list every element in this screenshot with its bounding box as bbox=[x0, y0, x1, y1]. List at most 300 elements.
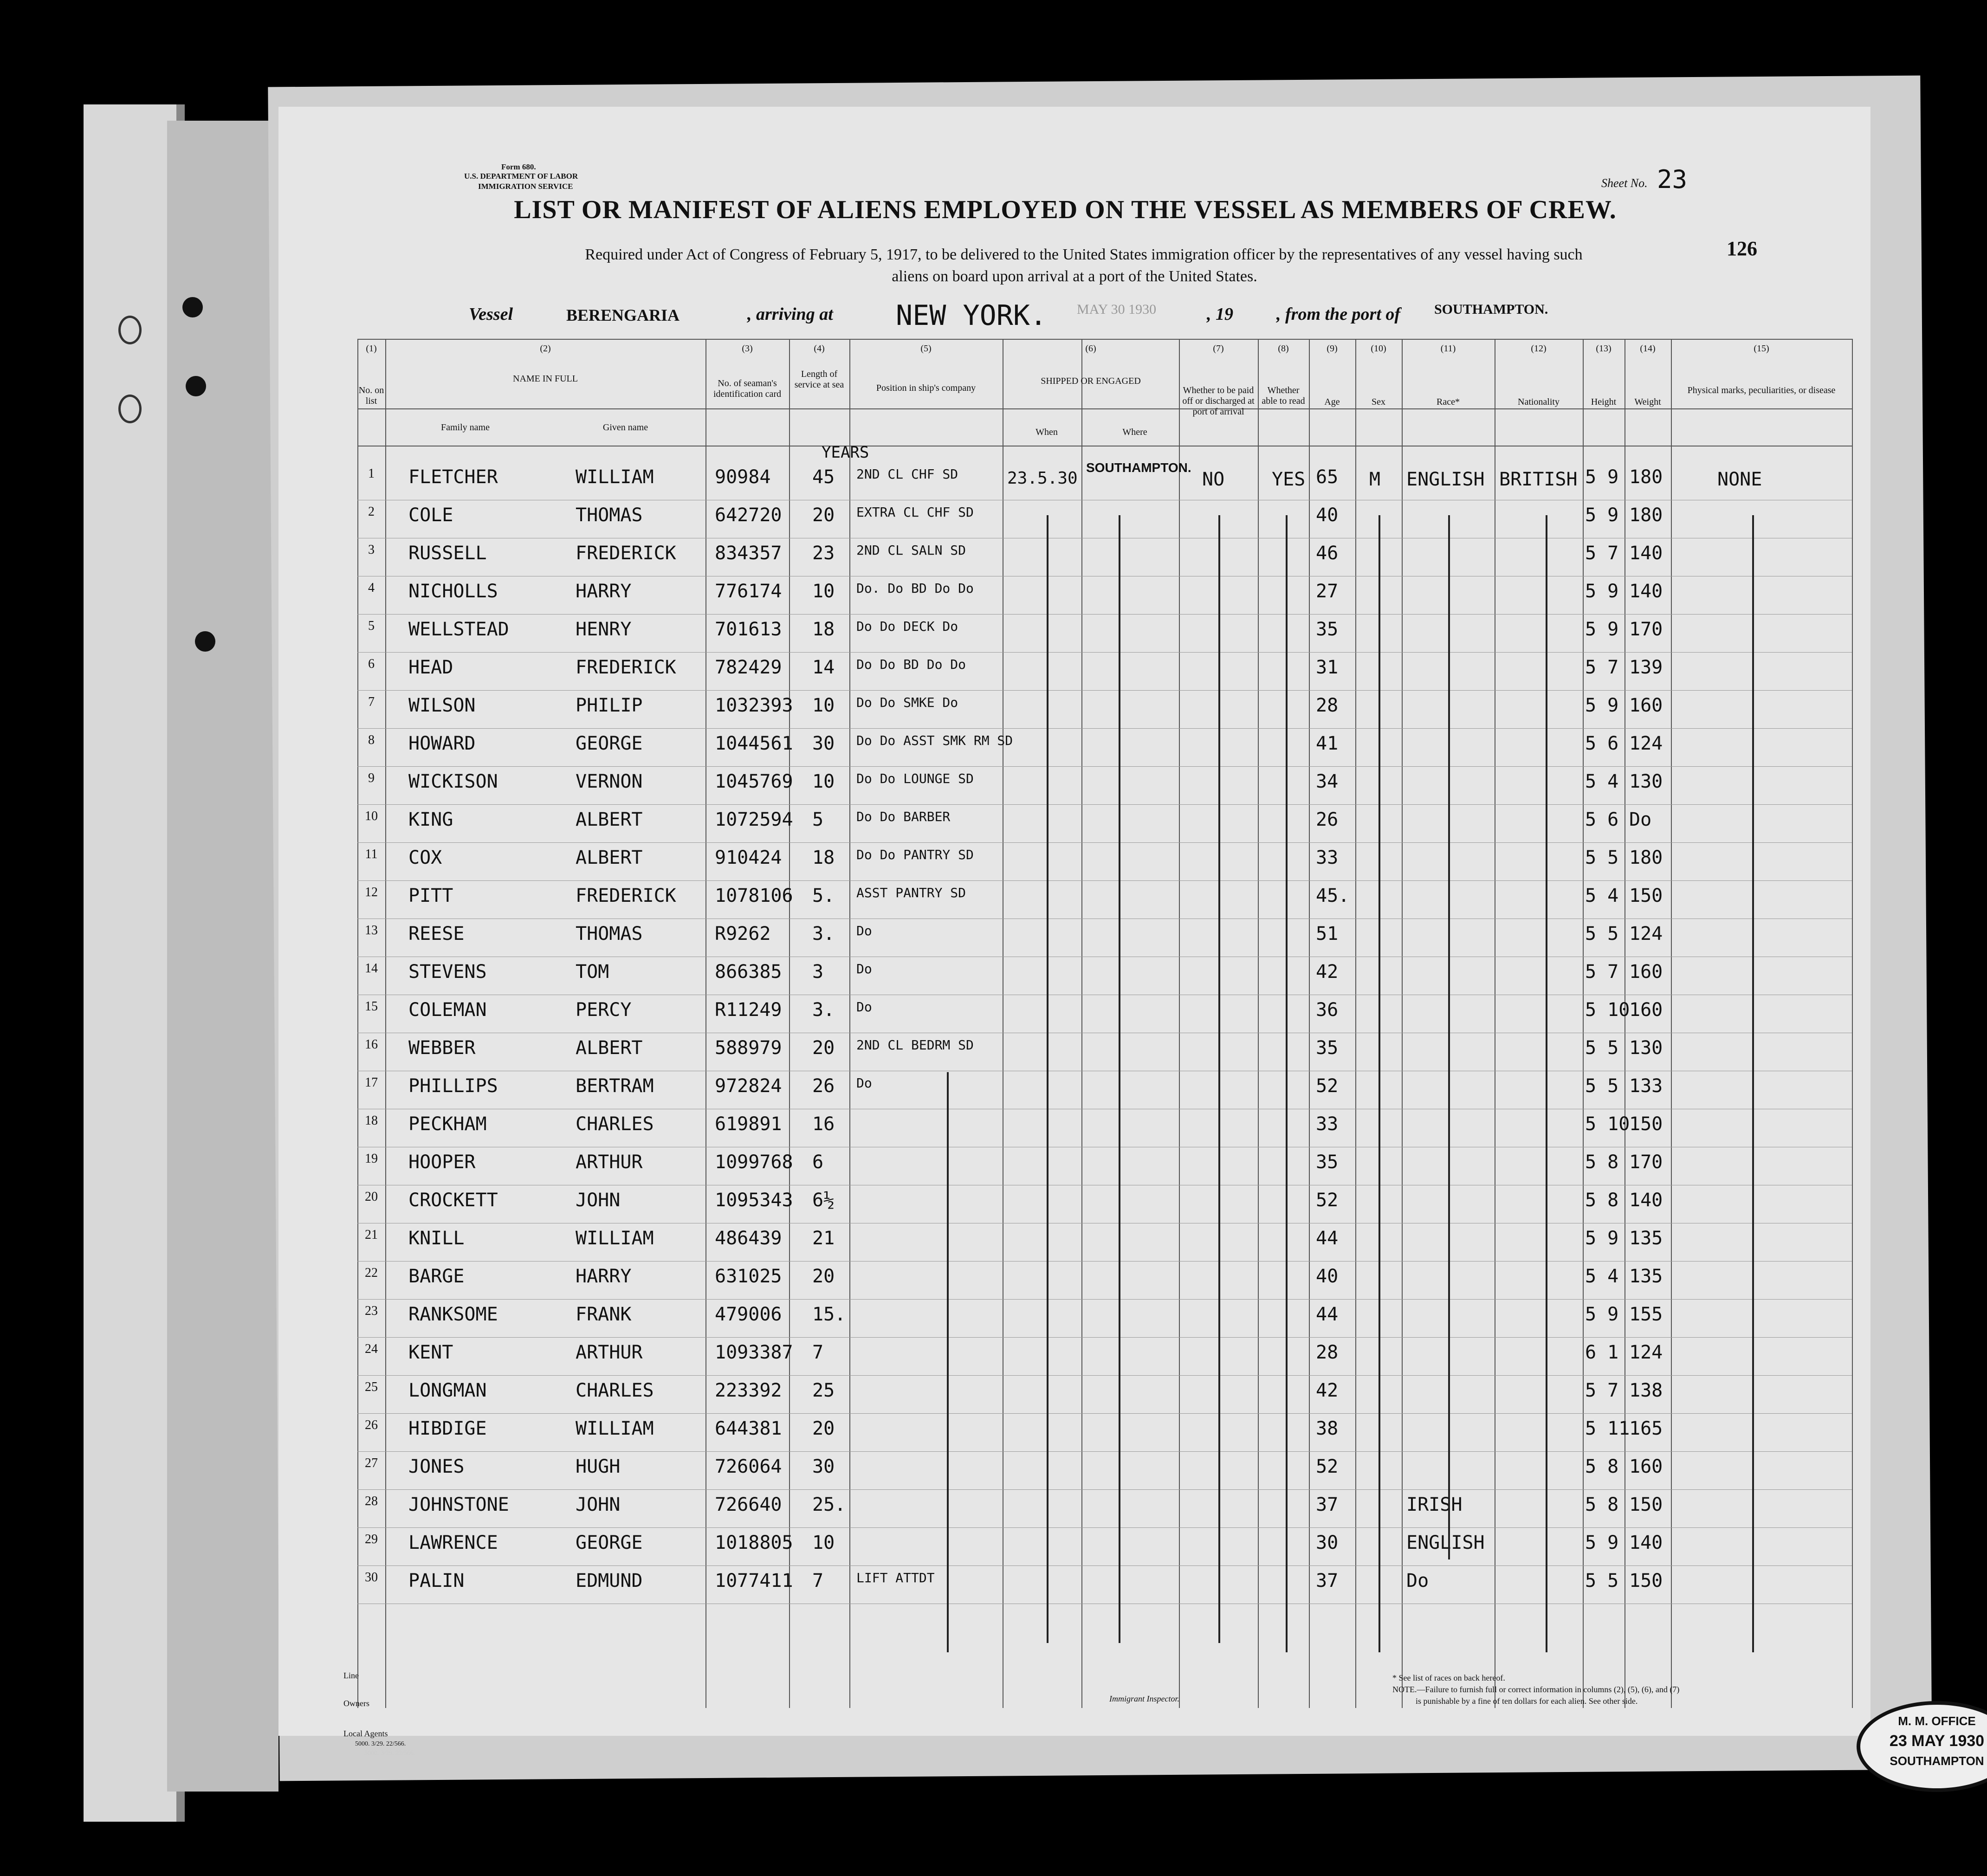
row-rule bbox=[357, 1375, 1852, 1376]
punch-hole bbox=[186, 376, 206, 396]
years-at-sea: 30 bbox=[812, 733, 835, 754]
row-number: 9 bbox=[368, 771, 375, 785]
arrival-date-stamp: MAY 30 1930 bbox=[1077, 302, 1157, 317]
arrival-port: NEW YORK. bbox=[896, 299, 1047, 332]
given-name: FREDERICK bbox=[576, 657, 676, 678]
given-name: HARRY bbox=[576, 1266, 632, 1287]
ditto-line bbox=[1379, 515, 1380, 1652]
row-number: 23 bbox=[365, 1304, 378, 1318]
weight: 150 bbox=[1629, 1494, 1663, 1515]
family-name: PHILLIPS bbox=[408, 1075, 498, 1097]
binder-ring bbox=[118, 395, 142, 423]
height: 5 4 bbox=[1585, 1266, 1619, 1287]
header-height: Height bbox=[1591, 397, 1617, 407]
weight: 160 bbox=[1629, 1456, 1663, 1477]
ditto-line bbox=[1119, 515, 1120, 1643]
col-num-5: (5) bbox=[920, 343, 932, 354]
col-num-13: (13) bbox=[1596, 343, 1612, 354]
row-number: 18 bbox=[365, 1113, 378, 1128]
age: 33 bbox=[1316, 1113, 1339, 1135]
family-name: COLEMAN bbox=[408, 999, 487, 1021]
weight: 150 bbox=[1629, 1570, 1663, 1591]
family-name: WICKISON bbox=[408, 771, 498, 792]
card-number: 701613 bbox=[715, 619, 782, 640]
years-at-sea: 25 bbox=[812, 1380, 835, 1401]
punch-hole bbox=[195, 631, 215, 652]
years-at-sea: 18 bbox=[812, 619, 835, 640]
position: Do Do BARBER bbox=[856, 809, 951, 824]
given-name: CHARLES bbox=[576, 1380, 654, 1401]
sheet-number: 23 bbox=[1657, 165, 1688, 194]
given-name: VERNON bbox=[576, 771, 643, 792]
header-position: Position in ship's company bbox=[876, 383, 976, 393]
row-rule bbox=[357, 1565, 1852, 1566]
position: Do Do LOUNGE SD bbox=[856, 771, 974, 786]
years-at-sea: 6 bbox=[812, 1151, 824, 1173]
row-rule bbox=[357, 652, 1852, 653]
years-at-sea: 7 bbox=[812, 1342, 824, 1363]
position: Do bbox=[856, 923, 872, 938]
card-number: 866385 bbox=[715, 961, 782, 983]
family-name: KENT bbox=[408, 1342, 453, 1363]
given-name: WILLIAM bbox=[576, 1418, 654, 1439]
card-number: 223392 bbox=[715, 1380, 782, 1401]
age: 35 bbox=[1316, 1037, 1339, 1059]
col-num-11: (11) bbox=[1440, 343, 1456, 354]
vessel-name: BERENGARIA bbox=[566, 306, 680, 324]
card-number: 619891 bbox=[715, 1113, 782, 1135]
position: Do Do SMKE Do bbox=[856, 695, 958, 710]
footer-note-1: NOTE.—Failure to furnish full or correct information in columns (2), (5), (6), and (7) bbox=[1392, 1685, 1680, 1694]
age: 38 bbox=[1316, 1418, 1339, 1439]
weight: 180 bbox=[1629, 505, 1663, 526]
given-name: HARRY bbox=[576, 581, 632, 602]
card-number: 1044561 bbox=[715, 733, 793, 754]
header-where: Where bbox=[1122, 427, 1147, 437]
height: 5 9 bbox=[1585, 1532, 1619, 1553]
family-name: HOOPER bbox=[408, 1151, 476, 1173]
row-number: 30 bbox=[365, 1570, 378, 1585]
card-number: 1018805 bbox=[715, 1532, 793, 1553]
race: ENGLISH bbox=[1406, 1532, 1485, 1553]
binder-edge-inner bbox=[167, 121, 278, 1792]
weight: 165 bbox=[1629, 1418, 1663, 1439]
row-number: 25 bbox=[365, 1380, 378, 1394]
height: 5 9 bbox=[1585, 581, 1619, 602]
age: 34 bbox=[1316, 771, 1339, 792]
col-num-8: (8) bbox=[1278, 343, 1289, 354]
years-at-sea: 26 bbox=[812, 1075, 835, 1097]
weight: 180 bbox=[1629, 466, 1663, 488]
years-at-sea: 5 bbox=[812, 809, 824, 830]
family-name: HEAD bbox=[408, 657, 453, 678]
weight: 135 bbox=[1629, 1266, 1663, 1287]
height: 5 6 bbox=[1585, 733, 1619, 754]
footer-agents: Local Agents bbox=[343, 1729, 388, 1738]
age: 31 bbox=[1316, 657, 1339, 678]
row-rule bbox=[357, 880, 1852, 881]
ditto-line bbox=[1752, 515, 1754, 1652]
position: Do Do PANTRY SD bbox=[856, 847, 974, 862]
years-at-sea: 7 bbox=[812, 1570, 824, 1591]
family-name: COX bbox=[408, 847, 442, 868]
shipped-where: SOUTHAMPTON. bbox=[1086, 460, 1191, 475]
family-name: WEBBER bbox=[408, 1037, 476, 1059]
row-number: 13 bbox=[365, 923, 378, 938]
punch-hole bbox=[182, 297, 203, 317]
height: 5 10 bbox=[1585, 999, 1630, 1021]
height: 5 9 bbox=[1585, 1228, 1619, 1249]
card-number: R11249 bbox=[715, 999, 782, 1021]
age: 45. bbox=[1316, 885, 1350, 906]
footer-line: Line bbox=[343, 1671, 359, 1680]
height: 5 9 bbox=[1585, 505, 1619, 526]
weight: 160 bbox=[1629, 999, 1663, 1021]
weight: 170 bbox=[1629, 1151, 1663, 1173]
family-name: HIBDIGE bbox=[408, 1418, 487, 1439]
weight: 140 bbox=[1629, 1532, 1663, 1553]
age: 44 bbox=[1316, 1228, 1339, 1249]
given-name: ARTHUR bbox=[576, 1342, 643, 1363]
family-name: JONES bbox=[408, 1456, 465, 1477]
age: 36 bbox=[1316, 999, 1339, 1021]
age: 35 bbox=[1316, 1151, 1339, 1173]
col-num-1: (1) bbox=[366, 343, 377, 354]
col-num-10: (10) bbox=[1371, 343, 1386, 354]
sex-value: M bbox=[1369, 469, 1381, 490]
height: 5 5 bbox=[1585, 1037, 1619, 1059]
card-number: 972824 bbox=[715, 1075, 782, 1097]
row-rule bbox=[357, 1299, 1852, 1300]
years-note: YEARS bbox=[822, 443, 869, 462]
weight: 170 bbox=[1629, 619, 1663, 640]
row-rule bbox=[357, 804, 1852, 805]
family-name: KING bbox=[408, 809, 453, 830]
height: 5 5 bbox=[1585, 1570, 1619, 1591]
header-sex: Sex bbox=[1372, 397, 1385, 407]
stamp-date: 23 MAY 1930 bbox=[1889, 1732, 1985, 1750]
row-number: 1 bbox=[368, 466, 375, 481]
weight: 150 bbox=[1629, 1113, 1663, 1135]
years-at-sea: 15. bbox=[812, 1304, 846, 1325]
arriving-label: , arriving at bbox=[747, 304, 833, 324]
age: 41 bbox=[1316, 733, 1339, 754]
years-at-sea: 20 bbox=[812, 1037, 835, 1059]
row-rule bbox=[357, 728, 1852, 729]
given-name: JOHN bbox=[576, 1190, 621, 1211]
header-no-on-list: No. on list bbox=[358, 385, 384, 406]
card-number: 1072594 bbox=[715, 809, 793, 830]
given-name: GEORGE bbox=[576, 1532, 643, 1553]
row-rule bbox=[357, 1489, 1852, 1490]
service: IMMIGRATION SERVICE bbox=[478, 182, 573, 191]
given-name: GEORGE bbox=[576, 733, 643, 754]
height: 5 10 bbox=[1585, 1113, 1630, 1135]
weight: 133 bbox=[1629, 1075, 1663, 1097]
weight: 130 bbox=[1629, 1037, 1663, 1059]
years-at-sea: 10 bbox=[812, 581, 835, 602]
form-number: Form 680. bbox=[501, 162, 536, 171]
row-rule bbox=[357, 614, 1852, 615]
card-number: 644381 bbox=[715, 1418, 782, 1439]
col-num-4: (4) bbox=[814, 343, 825, 354]
height: 5 5 bbox=[1585, 847, 1619, 868]
family-name: NICHOLLS bbox=[408, 581, 498, 602]
card-number: 1078106 bbox=[715, 885, 793, 906]
header-card: No. of seaman's identification card bbox=[713, 378, 782, 399]
family-name: LONGMAN bbox=[408, 1380, 487, 1401]
age: 33 bbox=[1316, 847, 1339, 868]
vessel-label: Vessel bbox=[469, 304, 513, 324]
row-number: 14 bbox=[365, 961, 378, 976]
bottom-print-code: 5000. 3/29. 22/566. bbox=[364, 1750, 415, 1757]
given-name: ALBERT bbox=[576, 847, 643, 868]
footer-owners: Owners bbox=[343, 1699, 369, 1708]
weight: 135 bbox=[1629, 1228, 1663, 1249]
binder-ring bbox=[118, 316, 142, 344]
weight: 160 bbox=[1629, 695, 1663, 716]
height: 5 11 bbox=[1585, 1418, 1630, 1439]
years-at-sea: 6½ bbox=[812, 1190, 835, 1211]
given-name: ARTHUR bbox=[576, 1151, 643, 1173]
ditto-line bbox=[1218, 515, 1220, 1643]
weight: 160 bbox=[1629, 961, 1663, 983]
years-at-sea: 18 bbox=[812, 847, 835, 868]
height: 5 4 bbox=[1585, 885, 1619, 906]
family-name: FLETCHER bbox=[408, 466, 498, 488]
age: 52 bbox=[1316, 1190, 1339, 1211]
family-name: JOHNSTONE bbox=[408, 1494, 509, 1515]
year-label: , 19 bbox=[1207, 304, 1233, 324]
years-at-sea: 21 bbox=[812, 1228, 835, 1249]
row-number: 29 bbox=[365, 1532, 378, 1546]
family-name: LAWRENCE bbox=[408, 1532, 498, 1553]
col-num-3: (3) bbox=[742, 343, 753, 354]
age: 28 bbox=[1316, 1342, 1339, 1363]
row-number: 15 bbox=[365, 999, 378, 1014]
ditto-line bbox=[1448, 515, 1450, 1559]
header-nationality: Nationality bbox=[1518, 397, 1560, 407]
row-number: 5 bbox=[368, 619, 375, 633]
position: 2ND CL BEDRM SD bbox=[856, 1037, 974, 1053]
weight: 180 bbox=[1629, 847, 1663, 868]
age: 40 bbox=[1316, 1266, 1339, 1287]
footer-print-code: 5000. 3/29. 22/566. bbox=[355, 1740, 406, 1747]
age: 42 bbox=[1316, 961, 1339, 983]
years-at-sea: 3. bbox=[812, 999, 835, 1021]
col-num-6: (6) bbox=[1085, 343, 1096, 354]
weight: 124 bbox=[1629, 923, 1663, 944]
header-weight: Weight bbox=[1634, 397, 1661, 407]
card-number: 726640 bbox=[715, 1494, 782, 1515]
position: Do. Do BD Do Do bbox=[856, 581, 974, 596]
header-name-in-full: NAME IN FULL bbox=[513, 374, 578, 384]
card-number: 1032393 bbox=[715, 695, 793, 716]
position: EXTRA CL CHF SD bbox=[856, 505, 974, 520]
form-title: LIST OR MANIFEST OF ALIENS EMPLOYED ON THE VESSEL AS MEMBERS OF CREW. bbox=[514, 195, 1617, 224]
years-at-sea: 20 bbox=[812, 1266, 835, 1287]
header-shipped: SHIPPED OR ENGAGED bbox=[1041, 376, 1141, 386]
col-num-14: (14) bbox=[1640, 343, 1656, 354]
card-number: 479006 bbox=[715, 1304, 782, 1325]
from-port-label: , from the port of bbox=[1276, 304, 1401, 324]
departure-port: SOUTHAMPTON. bbox=[1434, 302, 1548, 317]
header-paid-off: Whether to be paid off or discharged at port of arrival bbox=[1182, 385, 1255, 417]
row-number: 26 bbox=[365, 1418, 378, 1432]
age: 51 bbox=[1316, 923, 1339, 944]
height: 5 7 bbox=[1585, 961, 1619, 983]
card-number: R9262 bbox=[715, 923, 771, 944]
years-at-sea: 25. bbox=[812, 1494, 846, 1515]
row-number: 3 bbox=[368, 543, 375, 557]
height: 5 9 bbox=[1585, 695, 1619, 716]
footer-race-note: * See list of races on back hereof. bbox=[1392, 1673, 1505, 1682]
col-num-2: (2) bbox=[540, 343, 551, 354]
age: 30 bbox=[1316, 1532, 1339, 1553]
years-at-sea: 14 bbox=[812, 657, 835, 678]
sheet-label: Sheet No. bbox=[1601, 176, 1648, 190]
family-name: PECKHAM bbox=[408, 1113, 487, 1135]
position: Do Do BD Do Do bbox=[856, 657, 966, 672]
family-name: PITT bbox=[408, 885, 453, 906]
given-name: WILLIAM bbox=[576, 1228, 654, 1249]
header-race: Race* bbox=[1437, 397, 1460, 407]
physical-marks-value: NONE bbox=[1717, 469, 1762, 490]
weight: 124 bbox=[1629, 1342, 1663, 1363]
card-number: 588979 bbox=[715, 1037, 782, 1059]
given-name: EDMUND bbox=[576, 1570, 643, 1591]
height: 6 1 bbox=[1585, 1342, 1619, 1363]
family-name: KNILL bbox=[408, 1228, 465, 1249]
able-to-read-value: YES bbox=[1272, 469, 1306, 490]
given-name: ALBERT bbox=[576, 809, 643, 830]
ditto-line bbox=[1286, 515, 1288, 1652]
age: 28 bbox=[1316, 695, 1339, 716]
position: LIFT ATTDT bbox=[856, 1570, 935, 1585]
years-at-sea: 5. bbox=[812, 885, 835, 906]
row-number: 8 bbox=[368, 733, 375, 747]
row-number: 10 bbox=[365, 809, 378, 823]
height: 5 9 bbox=[1585, 1304, 1619, 1325]
given-name: HENRY bbox=[576, 619, 632, 640]
family-name: RUSSELL bbox=[408, 543, 487, 564]
family-name: WELLSTEAD bbox=[408, 619, 509, 640]
position: 2ND CL CHF SD bbox=[856, 466, 958, 482]
position: Do bbox=[856, 999, 872, 1015]
years-at-sea: 20 bbox=[812, 1418, 835, 1439]
row-number: 28 bbox=[365, 1494, 378, 1508]
stamp-bottom: SOUTHAMPTON bbox=[1890, 1754, 1984, 1768]
row-rule bbox=[357, 842, 1852, 843]
age: 52 bbox=[1316, 1075, 1339, 1097]
row-number: 16 bbox=[365, 1037, 378, 1052]
card-number: 1045769 bbox=[715, 771, 793, 792]
card-number: 1093387 bbox=[715, 1342, 793, 1363]
age: 42 bbox=[1316, 1380, 1339, 1401]
position: Do bbox=[856, 1075, 872, 1091]
row-number: 22 bbox=[365, 1266, 378, 1280]
age: 26 bbox=[1316, 809, 1339, 830]
card-number: 726064 bbox=[715, 1456, 782, 1477]
height: 5 6 bbox=[1585, 809, 1619, 830]
stamp-top: M. M. OFFICE bbox=[1898, 1714, 1976, 1728]
age: 35 bbox=[1316, 619, 1339, 640]
height: 5 4 bbox=[1585, 771, 1619, 792]
footer-inspector: Immigrant Inspector. bbox=[1109, 1694, 1179, 1703]
position: ASST PANTRY SD bbox=[856, 885, 966, 900]
paid-off-value: NO bbox=[1202, 469, 1225, 490]
age: 37 bbox=[1316, 1570, 1339, 1591]
given-name: CHARLES bbox=[576, 1113, 654, 1135]
family-name: WILSON bbox=[408, 695, 476, 716]
height: 5 9 bbox=[1585, 466, 1619, 488]
row-number: 12 bbox=[365, 885, 378, 899]
weight: 140 bbox=[1629, 543, 1663, 564]
row-number: 7 bbox=[368, 695, 375, 709]
ditto-line bbox=[947, 1072, 949, 1652]
position: Do Do ASST SMK RM SD bbox=[856, 733, 1013, 748]
header-read: Whether able to read bbox=[1262, 385, 1305, 406]
row-rule bbox=[357, 1413, 1852, 1414]
ditto-line bbox=[1546, 515, 1547, 1652]
given-name: HUGH bbox=[576, 1456, 621, 1477]
header-when: When bbox=[1036, 427, 1058, 437]
age: 65 bbox=[1316, 466, 1339, 488]
card-number: 776174 bbox=[715, 581, 782, 602]
row-number: 24 bbox=[365, 1342, 378, 1356]
height: 5 5 bbox=[1585, 923, 1619, 944]
requirement-line-2: aliens on board upon arrival at a port of the United States. bbox=[892, 268, 1257, 285]
card-number: 631025 bbox=[715, 1266, 782, 1287]
age: 37 bbox=[1316, 1494, 1339, 1515]
weight: 139 bbox=[1629, 657, 1663, 678]
years-at-sea: 45 bbox=[812, 466, 835, 488]
height: 5 8 bbox=[1585, 1151, 1619, 1173]
height: 5 7 bbox=[1585, 657, 1619, 678]
office-stamp bbox=[1857, 1701, 1987, 1792]
row-rule bbox=[357, 1527, 1852, 1528]
weight: Do bbox=[1629, 809, 1652, 830]
row-rule bbox=[357, 1451, 1852, 1452]
ditto-line bbox=[1047, 515, 1049, 1643]
row-number: 17 bbox=[365, 1075, 378, 1090]
requirement-line-1: Required under Act of Congress of February 5, 1917, to be delivered to the United States immigration officer by the representatives of any vessel having such bbox=[585, 246, 1583, 263]
row-number: 11 bbox=[365, 847, 378, 861]
family-name: CROCKETT bbox=[408, 1190, 498, 1211]
years-at-sea: 20 bbox=[812, 505, 835, 526]
row-number: 20 bbox=[365, 1190, 378, 1204]
years-at-sea: 3. bbox=[812, 923, 835, 944]
height: 5 9 bbox=[1585, 619, 1619, 640]
race: IRISH bbox=[1406, 1494, 1463, 1515]
card-number: 90984 bbox=[715, 466, 771, 488]
header-age: Age bbox=[1324, 397, 1340, 407]
height: 5 8 bbox=[1585, 1190, 1619, 1211]
weight: 140 bbox=[1629, 1190, 1663, 1211]
department: U.S. DEPARTMENT OF LABOR bbox=[464, 172, 578, 181]
col-num-7: (7) bbox=[1213, 343, 1224, 354]
header-given-name: Given name bbox=[602, 422, 648, 433]
header-family-name: Family name bbox=[441, 422, 490, 433]
row-rule bbox=[357, 690, 1852, 691]
footer-note-2: is punishable by a fine of ten dollars for each alien. See other side. bbox=[1416, 1696, 1638, 1706]
given-name: JOHN bbox=[576, 1494, 621, 1515]
row-number: 2 bbox=[368, 505, 375, 519]
family-name: COLE bbox=[408, 505, 453, 526]
card-number: 1099768 bbox=[715, 1151, 793, 1173]
weight: 130 bbox=[1629, 771, 1663, 792]
age: 44 bbox=[1316, 1304, 1339, 1325]
